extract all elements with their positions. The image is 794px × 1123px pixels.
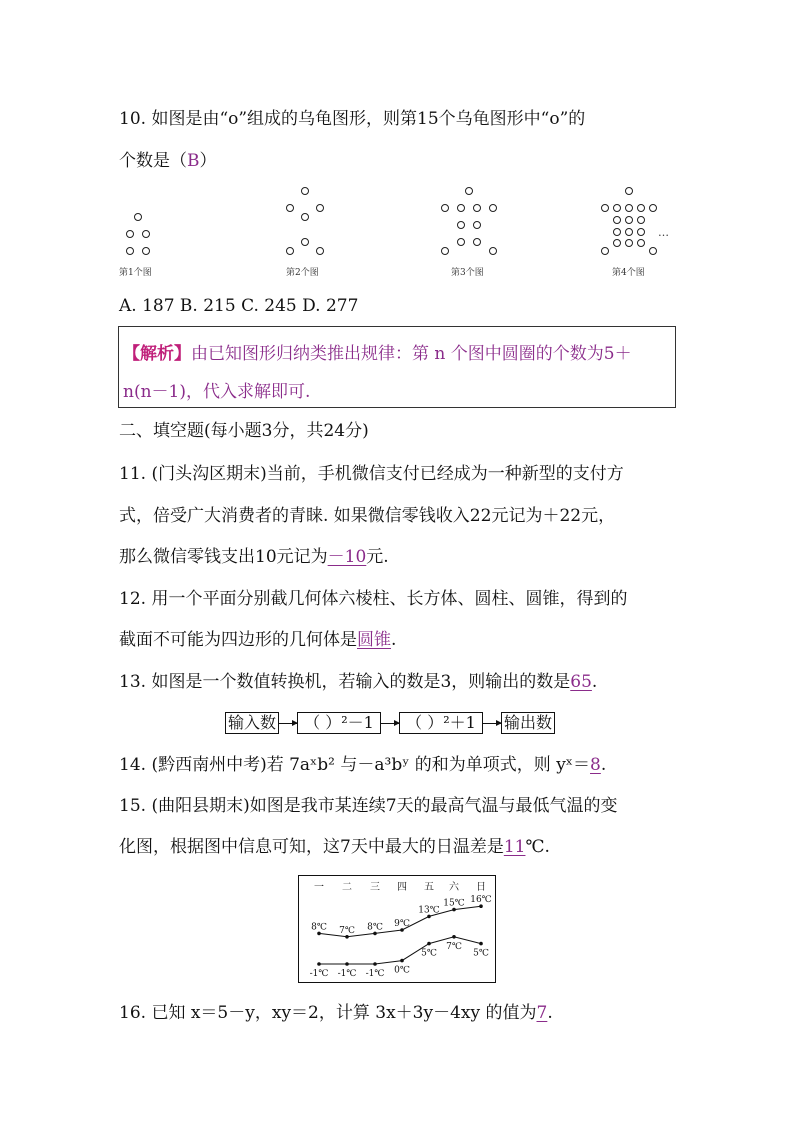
q11-line1: 11. (门头沟区期末)当前，手机微信支付已经成为一种新型的支付方 [119,464,624,484]
q14-prefix: 14. (黔西南州中考)若 7aˣb² 与－a³bʸ 的和为单项式，则 yˣ＝ [119,755,591,775]
temperature-label: 7℃ [446,941,462,952]
q11-suffix: 元. [366,547,389,567]
q10-suffix: ） [199,151,217,171]
turtle-figure-2 [280,180,330,260]
temperature-chart-svg [299,876,495,982]
arrow-right-icon [483,723,501,724]
series-point [317,962,321,966]
q13-line [119,671,597,693]
q11-answer: －10 [327,547,367,567]
converter-output-box: 输出数 [501,712,555,734]
q10-answer: B [187,151,200,171]
series-point [373,962,377,966]
q14-answer: 8 [590,755,601,775]
temperature-label: 16℃ [470,895,492,906]
temperature-label: 13℃ [418,905,440,916]
temperature-label: 5℃ [421,948,437,959]
q15-suffix: ℃. [525,837,550,857]
day-label: 六 [449,882,459,893]
analysis-text1: 由已知图形归纳类推出规律：第 n 个图中圆圈的个数为5＋ [191,344,632,364]
temperature-label: 0℃ [394,965,410,976]
temperature-label: -1℃ [337,969,357,979]
q12-prefix: 截面不可能为四边形的几何体是 [119,630,357,650]
q15-prefix: 化图，根据图中信息可知，这7天中最大的日温差是 [119,837,504,857]
temperature-label: 5℃ [473,948,489,959]
analysis-tag: 【解析】 [123,344,191,364]
temperature-label: -1℃ [365,969,385,979]
turtle-caption-3: 第3个图 [451,268,484,278]
section2-title: 二、填空题(每小题3分，共24分) [119,421,369,441]
analysis-line1 [123,339,632,364]
q16-suffix: . [547,1003,553,1023]
ellipsis: … [658,226,669,239]
analysis-box [118,326,676,408]
q14-suffix: . [600,755,607,775]
series-point [452,935,456,939]
q12-suffix: . [391,630,397,650]
day-label: 四 [397,882,407,893]
q12-line2 [119,629,396,651]
temperature-label: -1℃ [309,969,329,979]
day-label: 二 [342,882,352,893]
series-point [345,962,349,966]
q11-line3 [119,546,389,568]
converter-step1-box: （ ）²－1 [297,712,381,734]
q10-options: A. 187 B. 215 C. 245 D. 277 [119,296,359,316]
turtle-figure-4 [597,180,663,260]
day-label: 三 [370,882,380,893]
q16-answer: 7 [536,1003,548,1023]
temperature-label: 8℃ [311,922,327,933]
q12-answer: 圆锥 [357,630,391,650]
day-label: 日 [476,882,486,893]
q13-suffix: . [591,672,598,692]
q12-line1: 12. 用一个平面分别截几何体六棱柱、长方体、圆柱、圆锥，得到的 [119,589,628,609]
q10-line1: 10. 如图是由“o”组成的乌龟图形，则第15个乌龟图形中“o”的 [119,109,586,129]
series-point [427,942,431,946]
q16-line [119,1002,553,1024]
q15-answer: 11 [503,837,526,857]
q14-line [119,754,606,776]
q11-line2: 式，倍受广大消费者的青睐. 如果微信零钱收入22元记为＋22元， [119,506,616,526]
turtle-figure-3 [436,180,502,260]
series-point [400,959,404,963]
temperature-label: 15℃ [443,898,465,909]
q15-line2 [119,836,550,858]
q11-prefix: 那么微信零钱支出10元记为 [119,547,328,567]
q10-prefix: 个数是（ [119,151,187,171]
number-converter [225,712,555,734]
q13-prefix: 13. 如图是一个数值转换机，若输入的数是3，则输出的数是 [119,672,571,692]
temperature-label: 9℃ [394,919,410,929]
turtle-caption-1: 第1个图 [119,268,152,278]
q13-answer: 65 [570,672,592,692]
converter-step2-box: （ ）²＋1 [399,712,483,734]
arrow-right-icon [381,723,399,724]
analysis-line2: n(n－1)，代入求解即可. [123,382,311,402]
turtle-caption-2: 第2个图 [286,268,319,278]
turtle-figure-1 [120,180,160,260]
series-point [479,942,483,946]
turtle-caption-4: 第4个图 [612,268,645,278]
day-label: 一 [314,882,324,893]
day-label: 五 [424,882,434,893]
q15-line1: 15. (曲阳县期末)如图是我市某连续7天的最高气温与最低气温的变 [119,796,618,816]
q10-line2 [119,150,217,172]
converter-input-box: 输入数 [225,712,279,734]
temperature-label: 8℃ [367,922,383,933]
temperature-chart [298,875,496,983]
q16-prefix: 16. 已知 x＝5－y，xy＝2，计算 3x＋3y－4xy 的值为 [119,1003,537,1023]
arrow-right-icon [279,723,297,724]
temperature-label: 7℃ [339,925,355,936]
